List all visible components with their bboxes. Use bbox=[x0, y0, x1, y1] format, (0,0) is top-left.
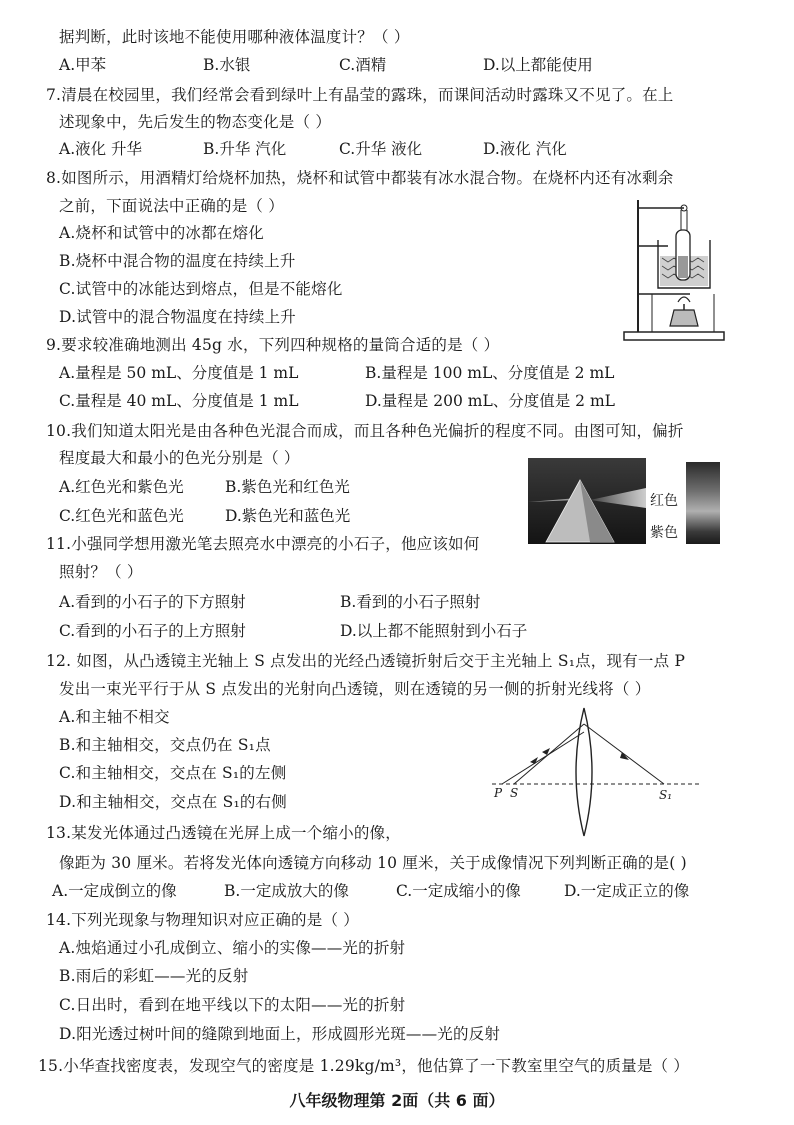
q11-stem-line2: 照射？（ ） bbox=[59, 563, 143, 581]
violet-label: 紫色 bbox=[650, 525, 678, 541]
q9-option-a: A.量程是 50 mL、分度值是 1 mL bbox=[59, 364, 299, 382]
q6-option-d: D.以上都能使用 bbox=[483, 56, 593, 74]
convex-lens-figure bbox=[484, 702, 706, 840]
q8-option-d: D.试管中的混合物温度在持续上升 bbox=[59, 308, 297, 326]
spectrum-strip bbox=[686, 462, 720, 544]
point-s1-label: S₁ bbox=[659, 788, 673, 802]
q14-stem: 14.下列光现象与物理知识对应正确的是（ ） bbox=[46, 911, 359, 929]
q10-stem-line2: 程度最大和最小的色光分别是（ ） bbox=[59, 449, 300, 467]
q14-option-c: C.日出时，看到在地平线以下的太阳——光的折射 bbox=[59, 996, 406, 1014]
q9-option-b: B.量程是 100 mL、分度值是 2 mL bbox=[365, 364, 615, 382]
q10-option-d: D.紫色光和蓝色光 bbox=[225, 507, 351, 525]
q8-option-a: A.烧杯和试管中的冰都在熔化 bbox=[59, 224, 264, 242]
q13-stem-line2: 像距为 30 厘米。若将发光体向透镜方向移动 10 厘米，关于成像情况下列判断正确的是( ) bbox=[59, 854, 687, 872]
q13-option-d: D.一定成正立的像 bbox=[564, 882, 690, 900]
q6-stem: 据判断，此时该地不能使用哪种液体温度计？（ ） bbox=[59, 28, 410, 46]
q12-stem-line2: 发出一束光平行于从 S 点发出的光射向凸透镜，则在透镜的另一侧的折射光线将（ ） bbox=[59, 680, 651, 698]
q13-option-c: C.一定成缩小的像 bbox=[396, 882, 521, 900]
q8-stem-line1: 8.如图所示，用酒精灯给烧杯加热，烧杯和试管中都装有冰水混合物。在烧杯内还有冰剩余 bbox=[46, 169, 674, 187]
q11-option-c: C.看到的小石子的上方照射 bbox=[59, 622, 246, 640]
q9-stem: 9.要求较准确地测出 45g 水，下列四种规格的量筒合适的是（ ） bbox=[46, 336, 500, 354]
q6-option-c: C.酒精 bbox=[339, 56, 387, 74]
q10-option-a: A.红色光和紫色光 bbox=[59, 478, 184, 496]
point-s-label: S bbox=[510, 786, 519, 800]
q8-option-c: C.试管中的冰能达到熔点，但是不能熔化 bbox=[59, 280, 343, 298]
beaker-heating-figure bbox=[618, 196, 728, 346]
q9-option-d: D.量程是 200 mL、分度值是 2 mL bbox=[365, 392, 615, 410]
q12-stem-line1: 12. 如图，从凸透镜主光轴上 S 点发出的光经凸透镜折射后交于主光轴上 S₁点，现有一点 P bbox=[46, 652, 686, 670]
q11-option-a: A.看到的小石子的下方照射 bbox=[59, 593, 246, 611]
q11-option-d: D.以上都不能照射到小石子 bbox=[340, 622, 528, 640]
q6-option-b: B.水银 bbox=[203, 56, 251, 74]
q9-option-c: C.量程是 40 mL、分度值是 1 mL bbox=[59, 392, 299, 410]
q7-stem-line2: 述现象中，先后发生的物态变化是（ ） bbox=[59, 113, 332, 131]
q7-option-a: A.液化 升华 bbox=[59, 140, 143, 158]
point-p-label: P bbox=[494, 786, 503, 800]
prism-dispersion-figure bbox=[528, 458, 646, 544]
q6-option-a: A.甲苯 bbox=[59, 56, 107, 74]
q11-stem-line1: 11.小强同学想用激光笔去照亮水中漂亮的小石子，他应该如何 bbox=[46, 535, 480, 553]
q12-option-a: A.和主轴不相交 bbox=[59, 708, 170, 726]
q7-option-d: D.液化 汽化 bbox=[483, 140, 567, 158]
q11-option-b: B.看到的小石子照射 bbox=[340, 593, 481, 611]
q10-stem-line1: 10.我们知道太阳光是由各种色光混合而成，而且各种色光偏折的程度不同。由图可知，偏折 bbox=[46, 422, 684, 440]
q12-option-c: C.和主轴相交，交点在 S₁的左侧 bbox=[59, 764, 287, 782]
q14-option-b: B.雨后的彩虹——光的反射 bbox=[59, 967, 249, 985]
q8-stem-line2: 之前，下面说法中正确的是（ ） bbox=[59, 197, 284, 215]
q10-option-b: B.紫色光和红色光 bbox=[225, 478, 350, 496]
q14-option-a: A.烛焰通过小孔成倒立、缩小的实像——光的折射 bbox=[59, 939, 406, 957]
q7-option-b: B.升华 汽化 bbox=[203, 140, 287, 158]
q15-stem: 15.小华查找密度表，发现空气的密度是 1.29kg/m³，他估算了一下教室里空气的质量是（ ） bbox=[38, 1057, 690, 1075]
q14-option-d: D.阳光透过树叶间的缝隙到地面上，形成圆形光斑——光的反射 bbox=[59, 1025, 501, 1043]
red-label: 红色 bbox=[650, 493, 678, 509]
q7-stem-line1: 7.清晨在校园里，我们经常会看到绿叶上有晶莹的露珠，而课间活动时露珠又不见了。在上 bbox=[46, 86, 674, 104]
q8-option-b: B.烧杯中混合物的温度在持续上升 bbox=[59, 252, 296, 270]
q12-option-b: B.和主轴相交，交点仍在 S₁点 bbox=[59, 736, 271, 754]
q12-option-d: D.和主轴相交，交点在 S₁的右侧 bbox=[59, 793, 287, 811]
q10-option-c: C.红色光和蓝色光 bbox=[59, 507, 184, 525]
q7-option-c: C.升华 液化 bbox=[339, 140, 423, 158]
page-footer: 八年级物理第 2面（共 6 面） bbox=[289, 1091, 505, 1110]
q13-option-a: A.一定成倒立的像 bbox=[52, 882, 177, 900]
q13-stem-line1: 13.某发光体通过凸透镜在光屏上成一个缩小的像， bbox=[46, 824, 401, 842]
q13-option-b: B.一定成放大的像 bbox=[224, 882, 349, 900]
